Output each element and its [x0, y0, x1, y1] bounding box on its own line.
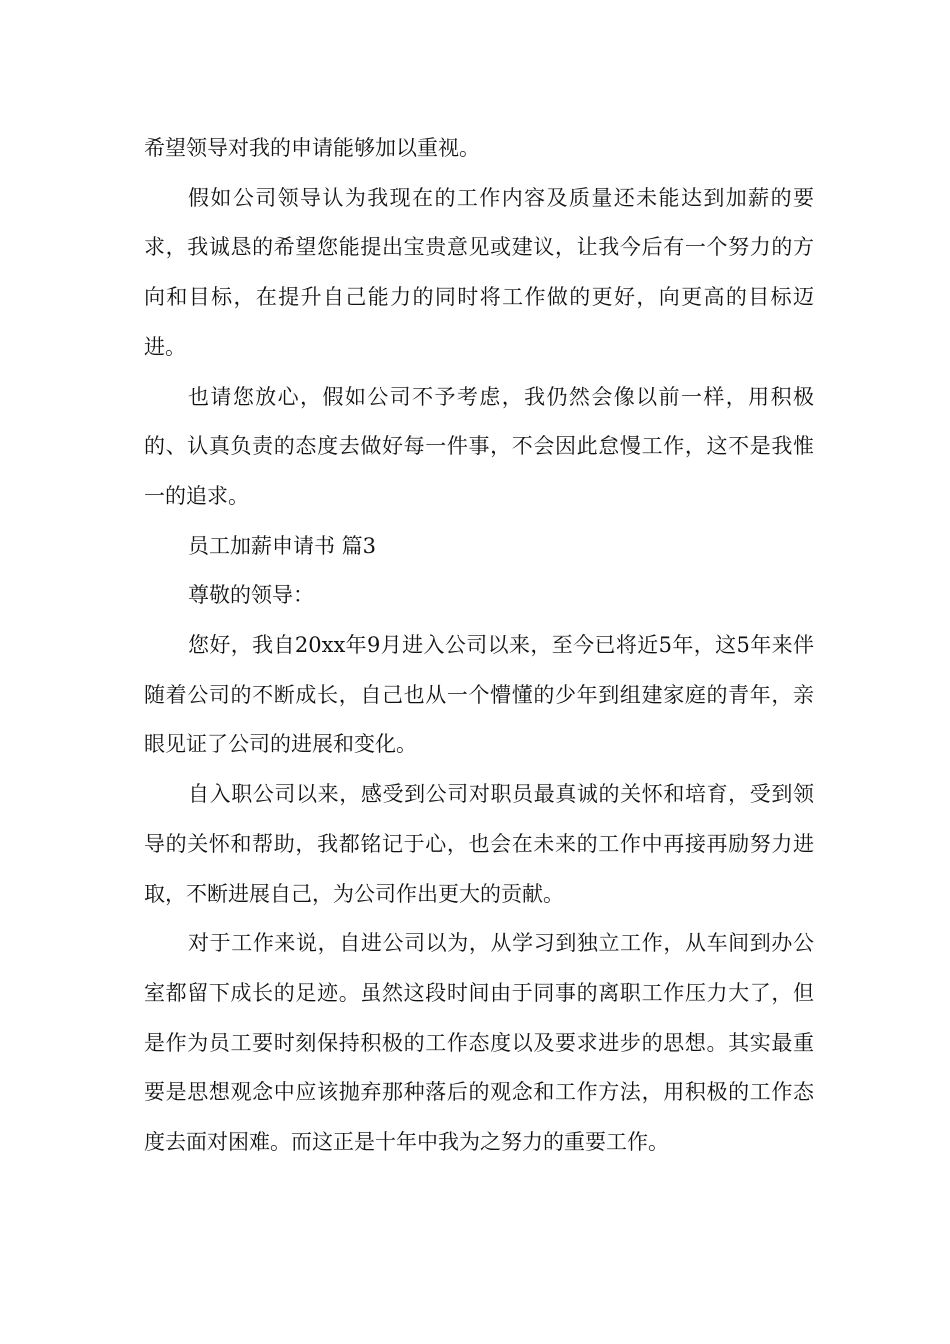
document-page — [144, 124, 814, 1168]
paragraph-raise-request: 假如公司领导认为我现在的工作内容及质量还未能达到加薪的要求，我诚恳的希望您能提出宝贵意见或建议，让我今后有一个努力的方向和目标，在提升自己能力的同时将工作做的更好，向更高的目标迈进。 — [144, 185, 814, 359]
paragraph-continuation: 希望领导对我的申请能够加以重视。 — [144, 136, 480, 160]
salutation: 尊敬的领导： — [188, 583, 314, 608]
paragraph-gratitude: 自入职公司以来，感受到公司对职员最真诚的关怀和培育，受到领导的关怀和帮助，我都铭记于心，也会在未来的工作中再接再励努力进取，不断进展自己，为公司作出更大的贡献。 — [144, 782, 814, 906]
section-title: 员工加薪申请书 篇3 — [188, 533, 377, 558]
paragraph-work-attitude: 对于工作来说，自进公司以为，从学习到独立工作，从车间到办公室都留下成长的足迹。虽然这段时间由于同事的离职工作压力大了，但是作为员工要时刻保持积极的工作态度以及要求进步的思想。其实最重要是思想观念中应该抛弃那种落后的观念和工作方法，用积极的工作态度去面对困难。而这正是十年中我为之努力的重要工作。 — [144, 931, 814, 1155]
paragraph-introduction: 您好，我自20xx年9月进入公司以来，至今已将近5年，这5年来伴随着公司的不断成长，自己也从一个懵懂的少年到组建家庭的青年，亲眼见证了公司的进展和变化。 — [144, 633, 814, 757]
paragraph-reassurance: 也请您放心，假如公司不予考虑，我仍然会像以前一样，用积极的、认真负责的态度去做好每一件事，不会因此怠慢工作，这不是我惟一的追求。 — [144, 384, 814, 508]
